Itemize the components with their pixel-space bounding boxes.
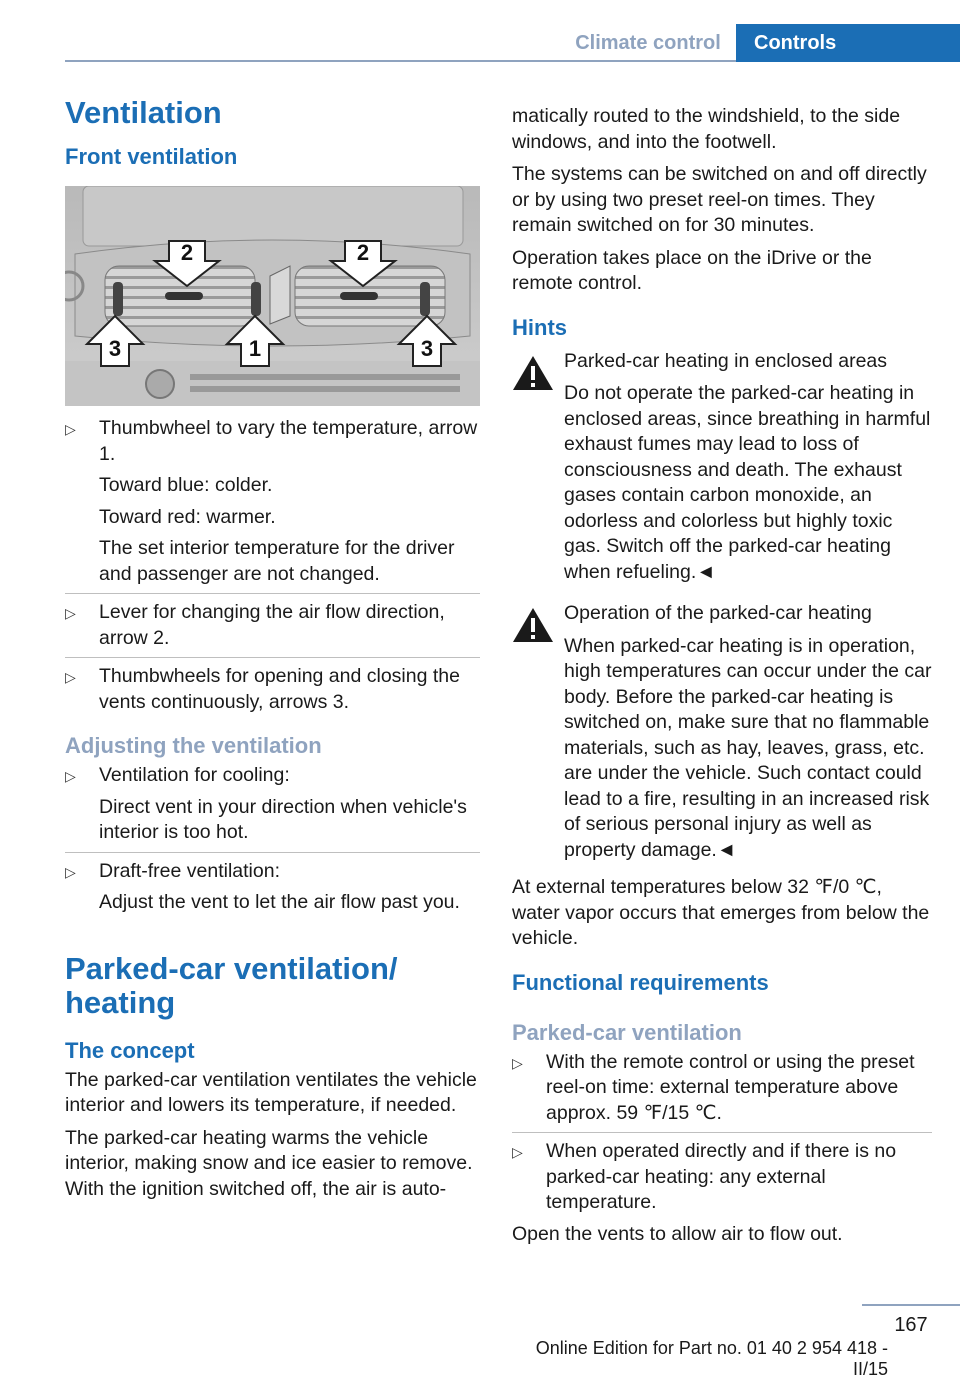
warning-body-text: Do not operate the parked-car heating in enclosed areas, since breathing in harmful exhaust fumes may lead to loss of consciousness and death. The exhaust gases contain carbon monoxide, an odorless and colorless but highly toxic gas. Switch off the parked-car heating when refueling.◄ xyxy=(564,382,931,583)
arrow-label-1: 1 xyxy=(248,336,262,361)
parked-car-ventilation-heading: Parked-car ventilation xyxy=(512,1019,742,1045)
section-tab[interactable]: Climate control xyxy=(575,32,721,54)
list-item-line: Adjust the vent to let the air flow past you. xyxy=(99,891,460,913)
adjusting-heading: Adjusting the ventilation xyxy=(65,733,322,758)
list-item-line: When operated directly and if there is no parked-car heating: any external temperature. xyxy=(546,1140,897,1213)
arrow-label-2a: 2 xyxy=(180,240,194,265)
front-ventilation-heading: Front ventilation xyxy=(65,144,238,169)
warning-title: Parked-car heating in enclosed areas xyxy=(564,349,888,372)
warning-triangle-icon xyxy=(512,355,554,391)
right-column xyxy=(512,104,932,1254)
warning-body xyxy=(512,381,932,585)
list-item-line: Draft-free ventilation: xyxy=(99,859,280,882)
list-item-line: With the remote control or using the preset reel-on time: external temperature above approx. 59 ℉/15 ℃. xyxy=(546,1050,915,1124)
left-column xyxy=(65,96,480,1209)
list-item xyxy=(65,416,480,587)
list-item-line: The set interior temperature for the driver and passenger are not changed. xyxy=(99,537,455,585)
functional-requirements-heading: Functional requirements xyxy=(512,969,769,995)
footer-rule xyxy=(862,1304,960,1306)
triangle-bullet-icon: ▷ xyxy=(65,605,76,621)
list-item xyxy=(512,1132,932,1216)
list-item xyxy=(65,657,480,715)
arrow-label-3b: 3 xyxy=(420,336,434,361)
warning-body xyxy=(512,634,932,864)
warning-block xyxy=(512,601,932,863)
triangle-bullet-icon: ▷ xyxy=(512,1144,523,1160)
concept-paragraph-2: The parked-car heating warms the vehicle interior, making snow and ice easier to remove. With the ignition switched off, the air is auto- xyxy=(65,1126,473,1200)
adjust-list xyxy=(65,763,480,916)
page-number: 167 xyxy=(894,1314,928,1336)
list-item-line: Thumbwheels for opening and closing the vents continuously, arrows 3. xyxy=(99,665,460,713)
triangle-bullet-icon: ▷ xyxy=(65,863,76,880)
warning-triangle-icon xyxy=(512,607,554,643)
list-item xyxy=(65,852,480,916)
edition-note: Online Edition for Part no. 01 40 2 954 418 - II/15 xyxy=(535,1338,888,1379)
list-item-line: Lever for changing the air flow direction, arrow 2. xyxy=(99,601,445,649)
arrow-label-2b: 2 xyxy=(356,240,370,265)
page-title: Ventilation xyxy=(65,95,222,130)
list-item-line: Thumbwheel to vary the temperature, arrow 1. xyxy=(99,417,478,465)
right-paragraph-3: Operation takes place on the iDrive or the remote control. xyxy=(512,246,872,294)
list-item-line: Ventilation for cooling: xyxy=(99,764,290,786)
triangle-bullet-icon: ▷ xyxy=(65,669,76,685)
triangle-bullet-icon: ▷ xyxy=(65,421,76,437)
vent-figure xyxy=(65,186,480,406)
concept-paragraph-1: The parked-car ventilation ventilates the vehicle interior and lowers its temperature, if needed. xyxy=(65,1068,477,1116)
right-paragraph-2: The systems can be switched on and off directly or by using two preset reel-on times. They remain switched on for 30 minutes. xyxy=(512,163,927,236)
list-item-line: Toward red: warmer. xyxy=(99,505,276,528)
right-paragraph-1: matically routed to the windshield, to the side windows, and into the footwell. xyxy=(512,105,901,153)
hints-heading: Hints xyxy=(512,314,567,340)
list-item-line: Toward blue: colder. xyxy=(99,474,273,496)
warning-body-text: When parked-car heating is in operation, high temperatures can occur under the car body. Before the parked-car heating is switched on, make sure that no flammable materials, such as hay, leaves, grass, etc. are under the vehicle. Such contact could lead to a fire, resulting in an increased risk of serious personal injury as well as property damage.◄ xyxy=(564,634,932,861)
list-item xyxy=(65,763,480,846)
parked-car-title: Parked-car ventilation/ heating xyxy=(65,950,398,1020)
list-item-line: Direct vent in your direction when vehicle's interior is too hot. xyxy=(99,795,467,843)
concept-heading: The concept xyxy=(65,1037,195,1063)
list-item xyxy=(512,1050,932,1127)
list-item xyxy=(65,593,480,651)
controls-list xyxy=(65,416,480,715)
vents-note: Open the vents to allow air to flow out. xyxy=(512,1222,843,1245)
chapter-tab[interactable]: Controls xyxy=(736,24,960,62)
warning-block xyxy=(512,349,932,586)
triangle-bullet-icon: ▷ xyxy=(65,768,76,784)
temperature-note: At external temperatures below 32 ℉/0 ℃, water vapor occurs that emerges from below the vehicle. xyxy=(512,876,930,949)
warning-title: Operation of the parked-car heating xyxy=(564,602,872,624)
arrow-label-3a: 3 xyxy=(108,336,122,361)
triangle-bullet-icon: ▷ xyxy=(512,1054,523,1071)
